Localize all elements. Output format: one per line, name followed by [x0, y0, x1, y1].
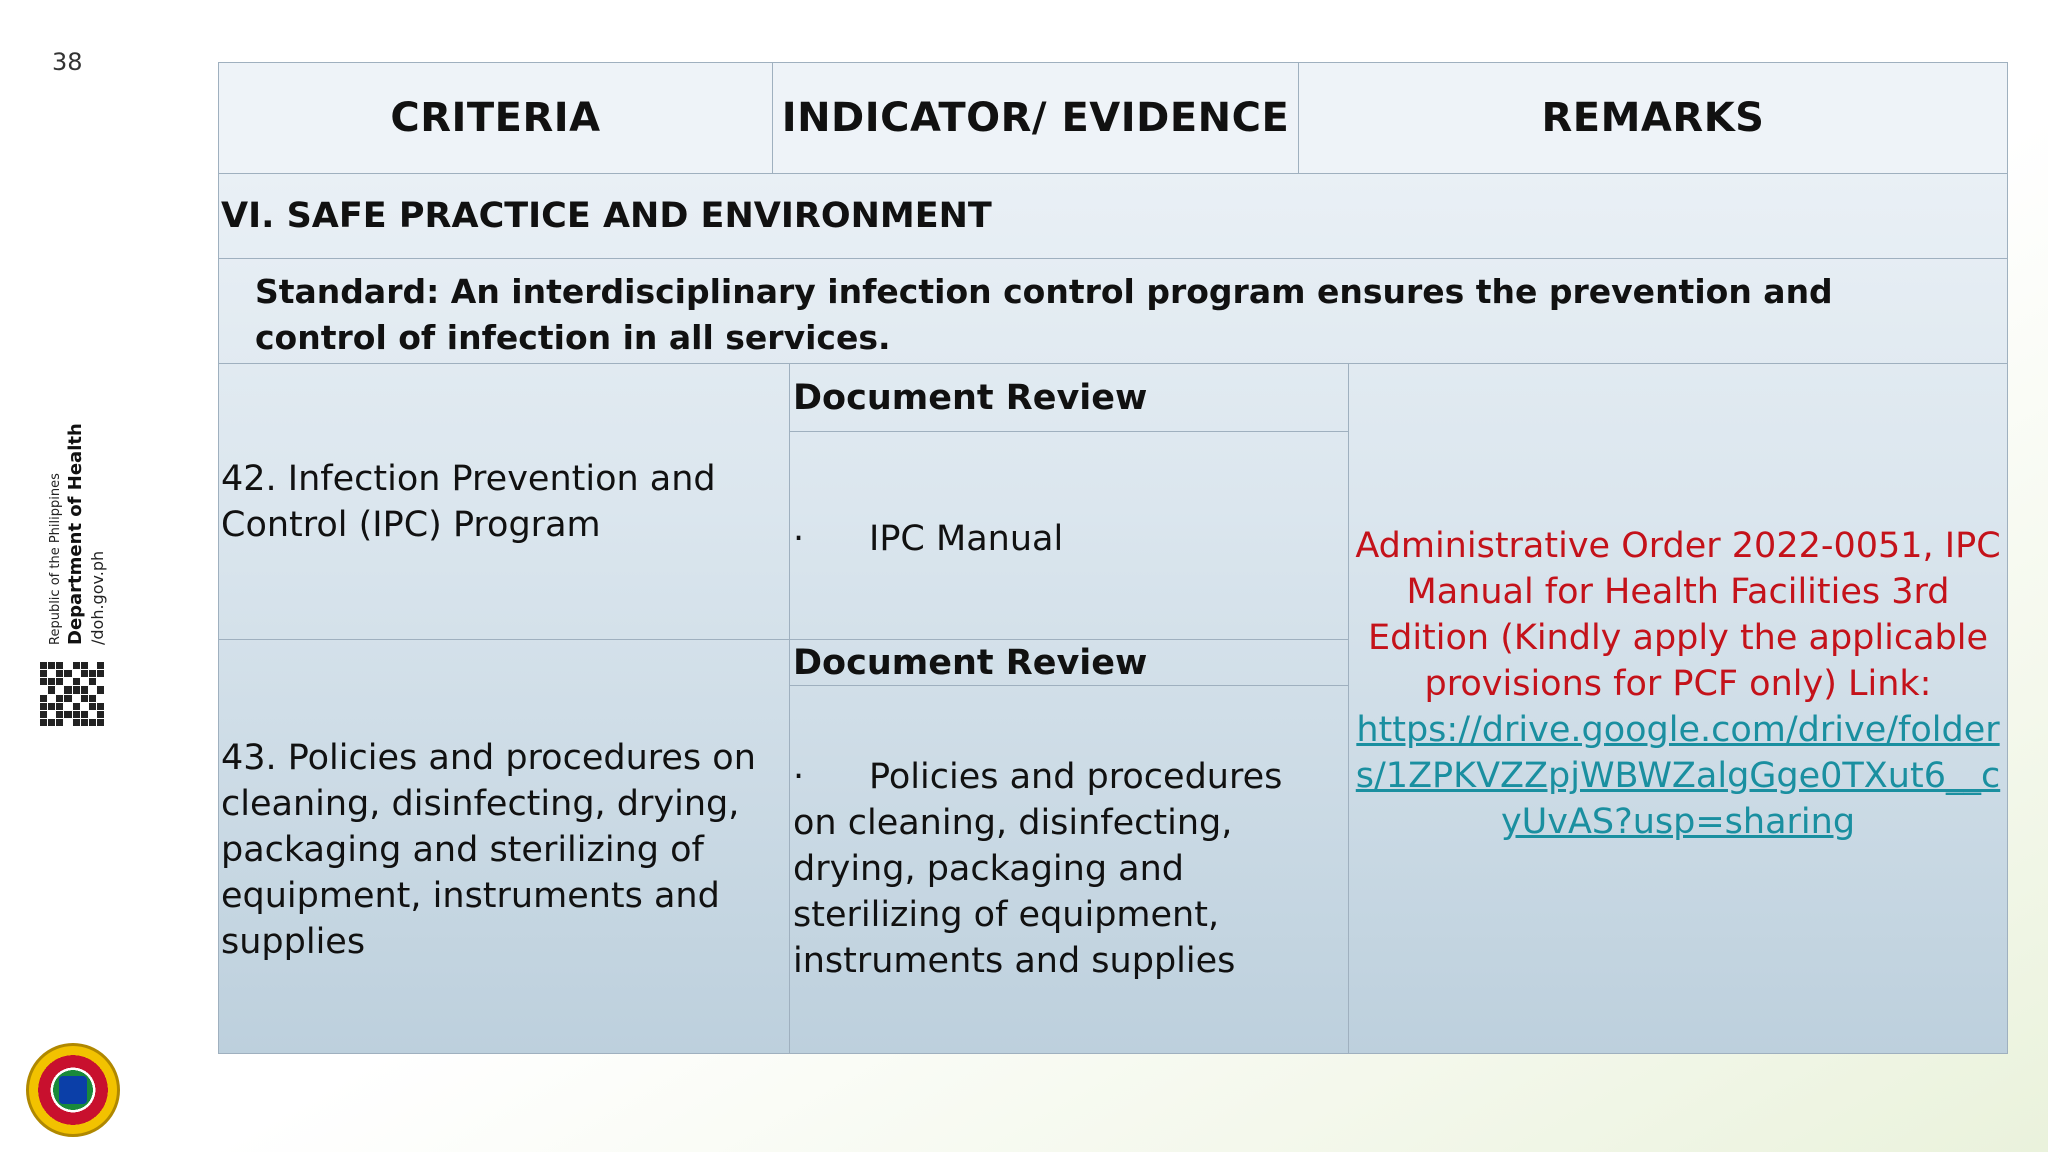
bullet: ·	[793, 519, 805, 559]
evidence-42-heading: Document Review	[790, 364, 1349, 432]
remarks-cell	[1349, 364, 2007, 1054]
branding-text	[38, 315, 118, 645]
doh-branding	[38, 420, 118, 750]
evidence-43-heading: Document Review	[790, 640, 1349, 686]
criteria-42	[219, 364, 790, 640]
header-indicator-evidence: INDICATOR/ EVIDENCE	[773, 63, 1299, 174]
criteria-table	[218, 62, 2008, 1054]
criteria-43-text: 43. Policies and procedures on cleaning, disinfecting, drying, packaging and sterilizing of equipment, instruments and supplies	[221, 738, 756, 962]
section-title: VI. SAFE PRACTICE AND ENVIRONMENT	[219, 174, 2007, 259]
sidebar	[0, 0, 154, 1152]
branding-department: Department of Health	[65, 423, 86, 645]
branding-republic: Republic of the Philippines	[48, 473, 63, 645]
standard-statement: Standard: An interdisciplinary infection control program ensures the prevention and control of infection in all services.	[219, 259, 2007, 364]
evidence-42	[790, 432, 1349, 640]
doh-seal-icon	[26, 1043, 120, 1137]
header-criteria: CRITERIA	[219, 63, 773, 174]
branding-website: /doh.gov.ph	[88, 550, 107, 645]
evidence-43	[790, 686, 1349, 1054]
remarks-link[interactable]: https://drive.google.com/drive/folders/1ZPKVZZpjWBWZalgGge0TXut6__cyUvAS?usp=sharing	[1355, 710, 2001, 842]
qr-code-icon	[40, 662, 104, 726]
page-number: 38	[52, 48, 83, 76]
criteria-43	[219, 640, 790, 1054]
evidence-43-text: Policies and procedures on cleaning, disinfecting, drying, packaging and sterilizing of equipment, instruments and supplies	[793, 757, 1283, 981]
bullet: ·	[793, 757, 805, 797]
remarks-text: Administrative Order 2022-0051, IPC Manual for Health Facilities 3rd Edition (Kindly apply the applicable provisions for PCF only) Link:	[1355, 526, 2001, 704]
evidence-42-text: IPC Manual	[869, 519, 1064, 559]
header-remarks: REMARKS	[1299, 63, 2007, 174]
criteria-42-text: 42. Infection Prevention and Control (IPC) Program	[221, 459, 716, 545]
